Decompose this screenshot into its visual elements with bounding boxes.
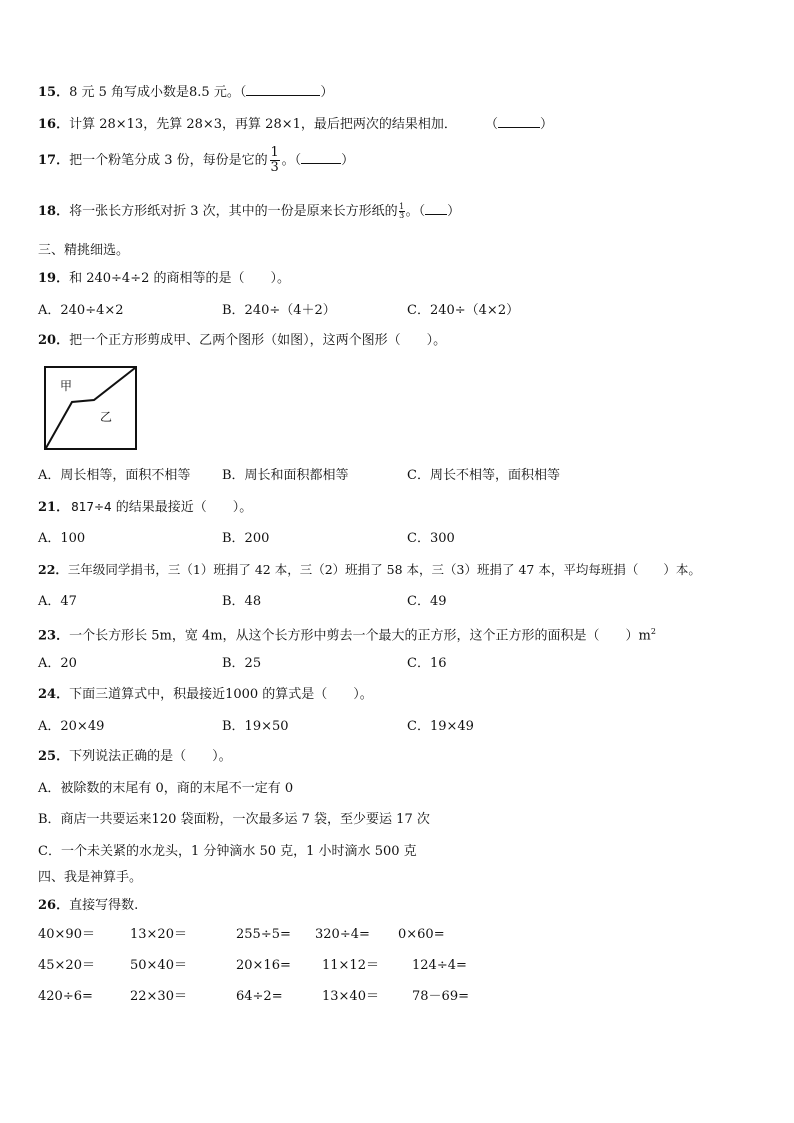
- question-25: [38, 748, 232, 766]
- fraction: [399, 203, 405, 220]
- superscript: 2: [650, 627, 656, 636]
- question-20: [38, 332, 446, 350]
- calc-item: 45×20＝: [38, 958, 95, 973]
- question-21: [38, 498, 252, 517]
- question-number: 25．: [38, 749, 70, 764]
- question-text: 把一个粉笔分成 3 份，每份是它的: [69, 153, 268, 168]
- calc-item: 420÷6=: [38, 989, 93, 1004]
- answer-blank[interactable]: [301, 150, 341, 164]
- option-c[interactable]: C．19×49: [407, 719, 474, 734]
- option-a[interactable]: A．240÷4×2: [38, 303, 124, 318]
- paren-close: ）: [341, 153, 355, 168]
- question-number: 16．: [38, 117, 70, 132]
- question-number: 22．: [38, 562, 68, 577]
- paren-close: ）: [320, 85, 334, 100]
- calc-item: 11×12＝: [322, 958, 379, 973]
- question-22: [38, 561, 701, 579]
- question-text: 的结果最接近（ ）。: [115, 500, 253, 515]
- option-b[interactable]: B．240÷（4＋2）: [222, 303, 336, 318]
- question-number: 24．: [38, 687, 70, 702]
- calc-item: 20×16=: [236, 958, 291, 973]
- question-17: [38, 146, 354, 178]
- option-c[interactable]: C．240÷（4×2）: [407, 303, 520, 318]
- option-b[interactable]: B．48: [222, 594, 262, 609]
- question-number: 18．: [38, 204, 70, 219]
- numerator: 1: [399, 202, 405, 211]
- question-text: 计算 28×13，先算 28×3，再算 28×1，最后把两次的结果相加．: [69, 117, 457, 132]
- question-text: 将一张长方形纸对折 3 次，其中的一份是原来长方形纸的: [69, 204, 398, 219]
- question-text: 下列说法正确的是（ ）。: [69, 749, 232, 764]
- question-26: [38, 897, 138, 915]
- option-c[interactable]: C．16: [407, 656, 447, 671]
- question-number: 21．: [38, 500, 70, 515]
- option-b[interactable]: B．商店一共要运来120 袋面粉，一次最多运 7 袋，至少要运 17 次: [38, 812, 430, 827]
- question-number: 20．: [38, 333, 70, 348]
- question-text: 和 240÷4÷2 的商相等的是（ ）。: [69, 271, 290, 286]
- question-24: [38, 686, 373, 704]
- calc-item: 22×30＝: [130, 989, 187, 1004]
- paren-open: （: [485, 117, 499, 132]
- section-title: 三、精挑细选。: [38, 243, 130, 258]
- question-text: 8 元 5 角写成小数是8.5 元。（: [69, 85, 247, 100]
- expression: 817÷4: [71, 500, 112, 514]
- label-yi: 乙: [100, 410, 113, 424]
- option-c[interactable]: C．300: [407, 531, 455, 546]
- calc-item: 64÷2=: [236, 989, 283, 1004]
- denominator: 3: [399, 211, 405, 220]
- option-b[interactable]: B．19×50: [222, 719, 289, 734]
- paren-close: ）: [540, 117, 554, 132]
- denominator: 3: [270, 160, 279, 175]
- square-cut-diagram: [44, 366, 138, 452]
- section-title: 四、我是神算手。: [38, 870, 143, 885]
- question-19: [38, 270, 290, 288]
- question-text: 三年级同学捐书，三（1）班捐了 42 本，三（2）班捐了 58 本，三（3）班捐了 47 本，平均每班捐（ ）本。: [67, 562, 701, 577]
- calc-item: 13×40＝: [322, 989, 379, 1004]
- option-a[interactable]: A．20×49: [38, 719, 105, 734]
- option-a[interactable]: A．周长相等，面积不相等: [38, 468, 191, 483]
- option-c[interactable]: C．一个未关紧的水龙头，1 分钟滴水 50 克，1 小时滴水 500 克: [38, 844, 417, 859]
- answer-blank[interactable]: [498, 114, 540, 128]
- square-figure: [44, 366, 138, 456]
- question-number: 23．: [38, 628, 70, 644]
- calc-item: 13×20＝: [130, 927, 187, 942]
- question-23: [38, 623, 656, 645]
- question-number: 15．: [38, 85, 70, 100]
- option-b[interactable]: B．周长和面积都相等: [222, 468, 349, 483]
- answer-blank[interactable]: [246, 82, 320, 96]
- question-number: 17．: [38, 153, 70, 168]
- question-number: 26．: [38, 898, 70, 913]
- question-text: 一个长方形长 5m，宽 4m，从这个长方形中剪去一个最大的正方形，这个正方形的面积是（ ）m: [69, 628, 651, 644]
- question-text: 直接写得数.: [69, 898, 139, 913]
- question-number: 19．: [38, 271, 70, 286]
- question-18: [38, 201, 460, 221]
- calc-item: 78－69=: [412, 989, 469, 1004]
- calc-item: 40×90＝: [38, 927, 95, 942]
- calc-item: 124÷4=: [412, 958, 467, 973]
- option-a[interactable]: A．47: [38, 594, 77, 609]
- option-a[interactable]: A．被除数的末尾有 0，商的末尾不一定有 0: [38, 781, 294, 796]
- question-text-after: 。（: [405, 204, 426, 219]
- fraction: [270, 146, 280, 175]
- option-b[interactable]: B．25: [222, 656, 262, 671]
- option-a[interactable]: A．20: [38, 656, 77, 671]
- question-text: 把一个正方形剪成甲、乙两个图形（如图），这两个图形（ ）。: [69, 333, 447, 348]
- option-c[interactable]: C．周长不相等，面积相等: [407, 468, 560, 483]
- question-15: [38, 82, 333, 102]
- label-jia: 甲: [60, 379, 73, 393]
- answer-blank[interactable]: [425, 201, 447, 215]
- calc-item: 0×60=: [398, 927, 445, 942]
- question-text-after: 。（: [281, 153, 302, 168]
- paren-close: ）: [447, 204, 461, 219]
- calc-item: 320÷4=: [315, 927, 370, 942]
- numerator: 1: [270, 145, 279, 160]
- option-a[interactable]: A．100: [38, 531, 86, 546]
- calc-item: 50×40＝: [130, 958, 187, 973]
- calc-item: 255÷5=: [236, 927, 291, 942]
- option-b[interactable]: B．200: [222, 531, 270, 546]
- question-text: 下面三道算式中，积最接近1000 的算式是（ ）。: [69, 687, 373, 702]
- option-c[interactable]: C．49: [407, 594, 447, 609]
- question-16: [38, 114, 553, 134]
